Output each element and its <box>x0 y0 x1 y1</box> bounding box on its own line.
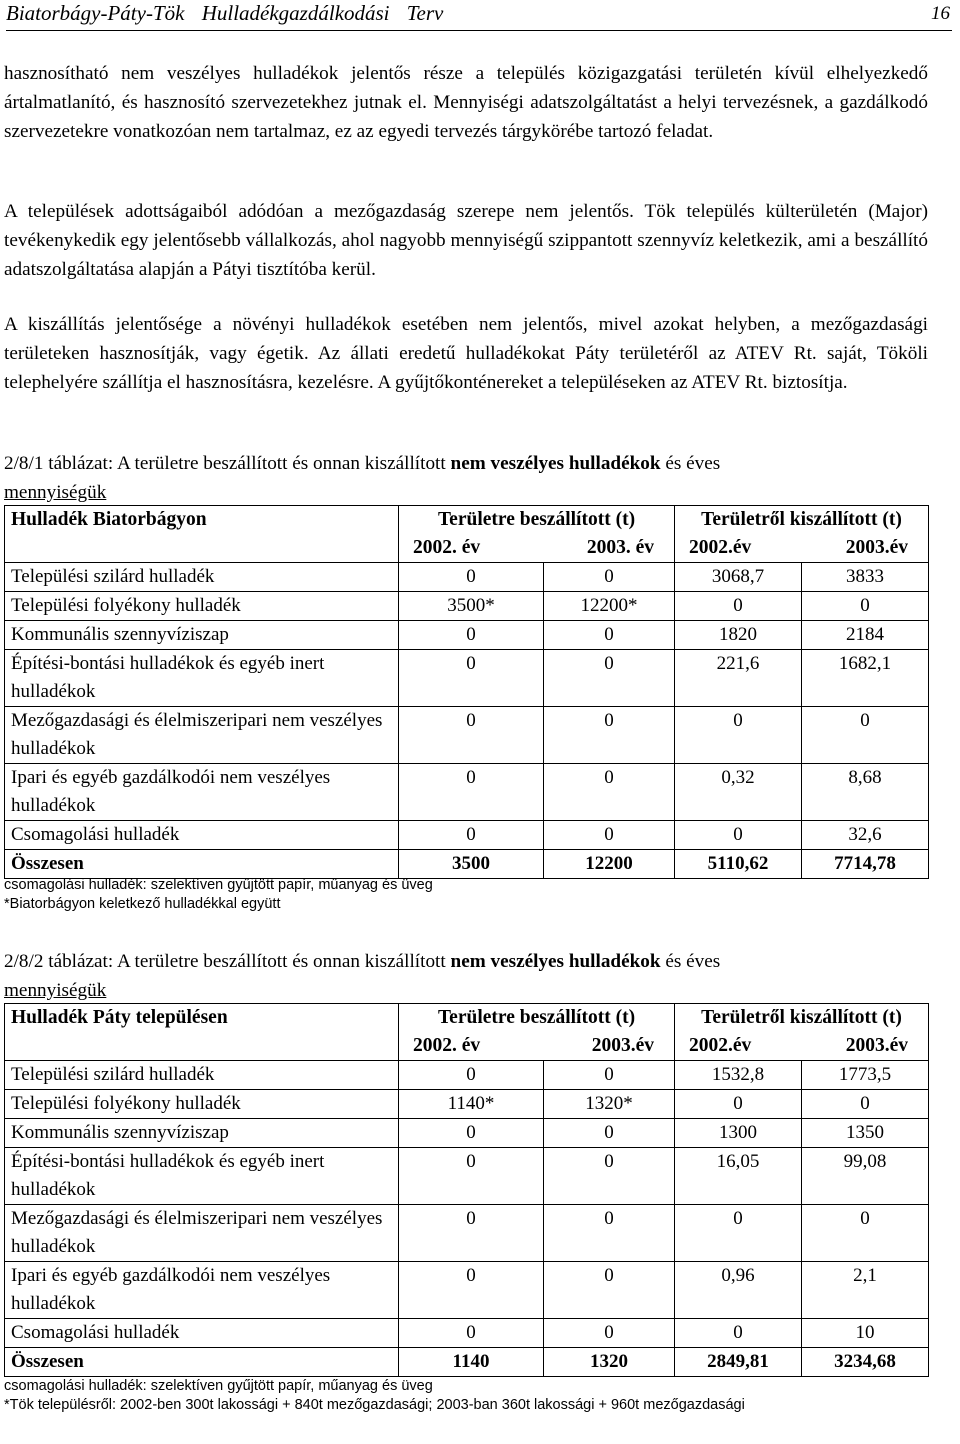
value-cell: 0 <box>544 1205 675 1262</box>
caption-text: és éves <box>660 951 721 972</box>
row-label: Kommunális szennyvíziszap <box>5 621 399 650</box>
value-cell: 0 <box>399 621 544 650</box>
row-label: Mezőgazdasági és élelmiszeripari nem veszélyes hulladékok <box>5 707 399 764</box>
table-row <box>5 1061 929 1090</box>
row-label: Csomagolási hulladék <box>5 821 399 850</box>
value-cell: 32,6 <box>802 821 929 850</box>
row-label: Ipari és egyéb gazdálkodói nem veszélyes hulladékok <box>5 1262 399 1319</box>
table-1-caption <box>4 449 928 507</box>
row-label: Kommunális szennyvíziszap <box>5 1119 399 1148</box>
table-row <box>5 650 929 707</box>
table-row <box>5 1205 929 1262</box>
footnote: csomagolási hulladék: szelektíven gyűjtött papír, műanyag és üveg <box>4 1378 433 1394</box>
table-2-caption <box>4 947 928 1005</box>
value-cell: 0 <box>675 1090 802 1119</box>
value-cell: 221,6 <box>675 650 802 707</box>
year-label: 2002.év <box>689 537 752 558</box>
year-label: 2003.év <box>845 1035 909 1056</box>
value-cell: 0 <box>399 764 544 821</box>
table-1-notes <box>4 876 928 914</box>
value-cell: 0 <box>675 1319 802 1348</box>
value-cell: 3833 <box>802 563 929 592</box>
caption-underlined: mennyiségük <box>4 980 107 1001</box>
header-in-cell: Területre beszállított (t) <box>399 506 675 535</box>
footnote: csomagolási hulladék: szelektíven gyűjtött papír, műanyag és üveg <box>4 877 433 893</box>
value-cell: 0 <box>675 592 802 621</box>
table-row <box>5 764 929 821</box>
value-cell: 0 <box>399 821 544 850</box>
value-cell: 0 <box>544 650 675 707</box>
total-value: 1320 <box>544 1348 675 1377</box>
total-value: 12200 <box>544 850 675 879</box>
table-header-row <box>5 1004 929 1033</box>
year-label: 2002. év <box>413 1035 481 1056</box>
total-value: 5110,62 <box>675 850 802 879</box>
value-cell: 0 <box>544 821 675 850</box>
running-header <box>6 0 952 31</box>
value-cell: 0 <box>544 764 675 821</box>
table-row <box>5 621 929 650</box>
table-total-row <box>5 850 929 879</box>
value-cell: 0 <box>399 1148 544 1205</box>
value-cell: 0 <box>802 592 929 621</box>
years-out-cell <box>675 1032 929 1061</box>
value-cell: 0 <box>802 1205 929 1262</box>
footnote: *Biatorbágyon keletkező hulladékkal együtt <box>4 896 281 912</box>
header-in-cell: Területre beszállított (t) <box>399 1004 675 1033</box>
value-cell: 0 <box>675 1205 802 1262</box>
value-cell: 3068,7 <box>675 563 802 592</box>
total-value: 3500 <box>399 850 544 879</box>
value-cell: 0 <box>544 1061 675 1090</box>
caption-text: és éves <box>660 453 721 474</box>
table-row <box>5 1119 929 1148</box>
value-cell: 10 <box>802 1319 929 1348</box>
table-row <box>5 707 929 764</box>
table-2-notes <box>4 1377 928 1415</box>
value-cell: 1773,5 <box>802 1061 929 1090</box>
value-cell: 0 <box>675 821 802 850</box>
value-cell: 99,08 <box>802 1148 929 1205</box>
value-cell: 8,68 <box>802 764 929 821</box>
value-cell: 0 <box>399 1319 544 1348</box>
row-label: Települési folyékony hulladék <box>5 592 399 621</box>
years-in-cell <box>399 1032 675 1061</box>
value-cell: 1350 <box>802 1119 929 1148</box>
table-row <box>5 1319 929 1348</box>
paragraph-2: A települések adottságaiból adódóan a mezőgazdaság szerepe nem jelentős. Tök település külterületén (Major) tevékenykedik egy jelentősebb vállalkozás, ahol nagyobb mennyiségű szippantott szennyvíz keletkezik, ami a beszállító adatszolgáltatása alapján a Pátyi tisztítóba kerül. <box>4 201 928 280</box>
table-row <box>5 563 929 592</box>
table-row <box>5 1090 929 1119</box>
table-total-row <box>5 1348 929 1377</box>
footnote: *Tök településről: 2002-ben 300t lakossági + 840t mezőgazdasági; 2003-ban 360t lakossági + 960t mezőgazdasági <box>4 1397 745 1413</box>
row-label: Települési folyékony hulladék <box>5 1090 399 1119</box>
total-value: 7714,78 <box>802 850 929 879</box>
table-row <box>5 592 929 621</box>
caption-underlined: mennyiségük <box>4 482 107 503</box>
row-label: Építési-bontási hulladékok és egyéb inert hulladékok <box>5 650 399 707</box>
header-title: Biatorbágy-Páty-Tök Hulladékgazdálkodási Terv <box>6 1 444 25</box>
page-number: 16 <box>931 3 950 24</box>
paragraph-1: hasznosítható nem veszélyes hulladékok jelentős része a település közigazgatási területén kívül elhelyezkedő ártalmatlanító, és hasznosító szervezetekhez jutnak el. Mennyiségi adatszolgáltatást a helyi tervezésnek, a gazdálkodó szervezetekre vonatkozóan nem tartalmaz, ez az egyedi tervezés tárgykörébe tartozó feladat. <box>4 63 928 142</box>
value-cell: 0 <box>802 1090 929 1119</box>
value-cell: 0 <box>544 563 675 592</box>
value-cell: 0,96 <box>675 1262 802 1319</box>
value-cell: 1320* <box>544 1090 675 1119</box>
value-cell: 0 <box>675 707 802 764</box>
value-cell: 1532,8 <box>675 1061 802 1090</box>
value-cell: 0 <box>544 1262 675 1319</box>
total-value: 1140 <box>399 1348 544 1377</box>
year-label: 2002.év <box>689 1035 752 1056</box>
value-cell: 16,05 <box>675 1148 802 1205</box>
value-cell: 0 <box>399 1205 544 1262</box>
value-cell: 0 <box>544 707 675 764</box>
header-out-cell: Területről kiszállított (t) <box>675 1004 929 1033</box>
table-2 <box>4 1003 929 1377</box>
row-label: Mezőgazdasági és élelmiszeripari nem veszélyes hulladékok <box>5 1205 399 1262</box>
row-label: Települési szilárd hulladék <box>5 563 399 592</box>
value-cell: 1820 <box>675 621 802 650</box>
value-cell: 1140* <box>399 1090 544 1119</box>
value-cell: 0 <box>399 707 544 764</box>
value-cell: 1300 <box>675 1119 802 1148</box>
value-cell: 0 <box>802 707 929 764</box>
years-out-cell <box>675 534 929 563</box>
total-label: Összesen <box>5 1348 399 1377</box>
row-label: Építési-bontási hulladékok és egyéb inert hulladékok <box>5 1148 399 1205</box>
value-cell: 2184 <box>802 621 929 650</box>
year-label: 2003.év <box>845 537 909 558</box>
value-cell: 0 <box>399 1262 544 1319</box>
table-row <box>5 1148 929 1205</box>
row-label: Csomagolási hulladék <box>5 1319 399 1348</box>
value-cell: 0 <box>399 1061 544 1090</box>
header-out-cell: Területről kiszállított (t) <box>675 506 929 535</box>
year-label: 2003. év <box>586 537 655 558</box>
value-cell: 0,32 <box>675 764 802 821</box>
years-in-cell <box>399 534 675 563</box>
table-row <box>5 1262 929 1319</box>
value-cell: 0 <box>399 1119 544 1148</box>
table-1 <box>4 505 929 879</box>
total-value: 2849,81 <box>675 1348 802 1377</box>
table-header-row <box>5 506 929 535</box>
value-cell: 2,1 <box>802 1262 929 1319</box>
caption-text: 2/8/1 táblázat: A területre beszállított és onnan kiszállított <box>4 453 451 474</box>
value-cell: 0 <box>544 1148 675 1205</box>
total-label: Összesen <box>5 850 399 879</box>
value-cell: 0 <box>399 563 544 592</box>
paragraph-3: A kiszállítás jelentősége a növényi hulladékok esetében nem jelentős, mivel azokat helyben, a mezőgazdasági területeken hasznosítják, vagy égetik. Az állati eredetű hulladékokat Páty területéről az ATEV Rt. saját, Tököli telephelyére szállítja el hasznosításra, kezelésre. A gyűjtőkonténereket a településeken az ATEV Rt. biztosítja. <box>4 314 928 393</box>
row-label: Települési szilárd hulladék <box>5 1061 399 1090</box>
caption-text: 2/8/2 táblázat: A területre beszállított és onnan kiszállított <box>4 951 451 972</box>
value-cell: 0 <box>399 650 544 707</box>
value-cell: 0 <box>544 1119 675 1148</box>
caption-emphasis: nem veszélyes hulladékok <box>450 951 661 972</box>
header-label-cell: Hulladék Páty településen <box>5 1004 399 1061</box>
header-label-cell: Hulladék Biatorbágyon <box>5 506 399 563</box>
table-row <box>5 821 929 850</box>
row-label: Ipari és egyéb gazdálkodói nem veszélyes hulladékok <box>5 764 399 821</box>
value-cell: 3500* <box>399 592 544 621</box>
year-label: 2003.év <box>591 1035 655 1056</box>
value-cell: 0 <box>544 621 675 650</box>
value-cell: 0 <box>544 1319 675 1348</box>
total-value: 3234,68 <box>802 1348 929 1377</box>
value-cell: 1682,1 <box>802 650 929 707</box>
value-cell: 12200* <box>544 592 675 621</box>
caption-emphasis: nem veszélyes hulladékok <box>450 453 661 474</box>
year-label: 2002. év <box>413 537 481 558</box>
